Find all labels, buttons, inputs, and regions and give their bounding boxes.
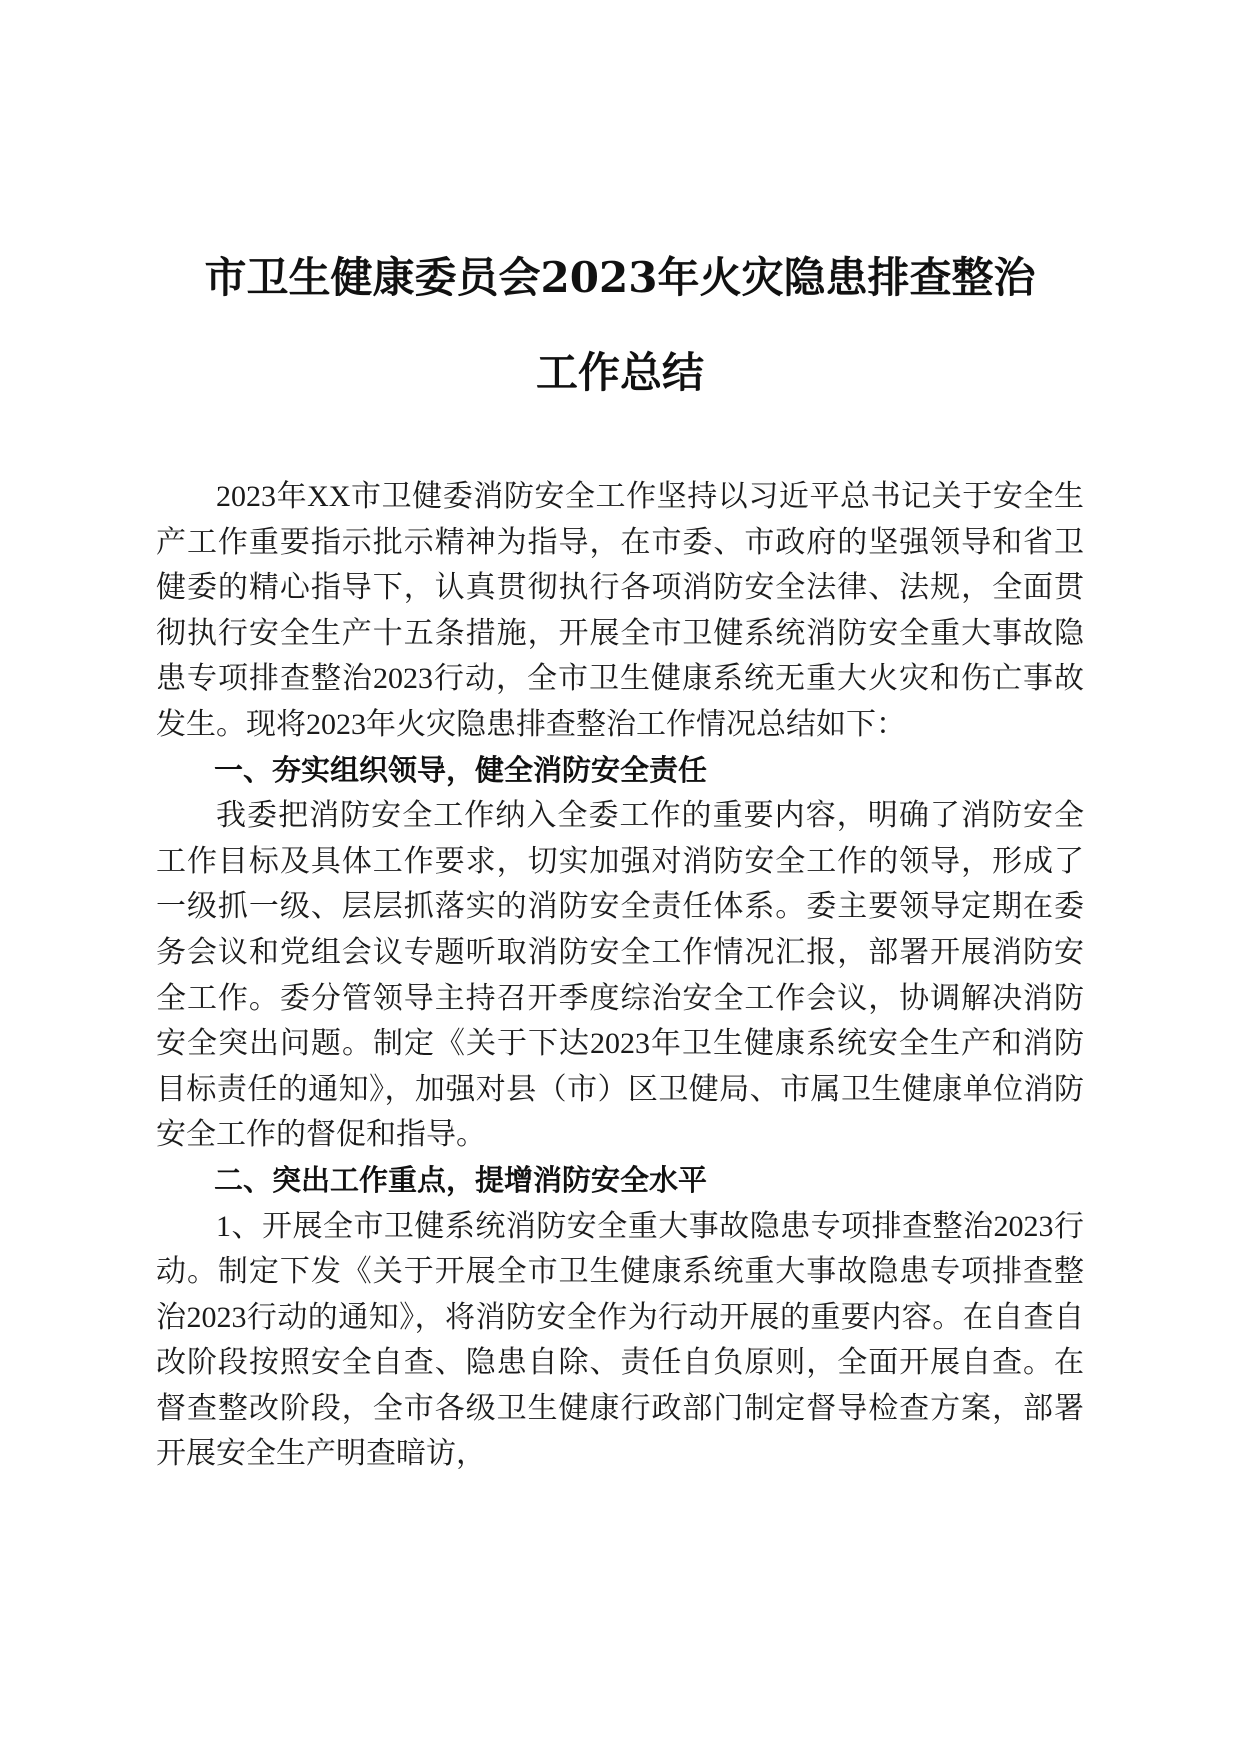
title-line-2: 工作总结	[535, 348, 704, 397]
title-line-1: 市卫生健康委员会2023年火灾隐患排查整治	[204, 253, 1036, 302]
section-2-paragraph: 1、开展全市卫健系统消防安全重大事故隐患专项排查整治2023行动。制定下发《关于开展全市卫生健康系统重大事故隐患专项排查整治2023行动的通知》，将消防安全作为行动开展的重要内容。在自查自改阶段按照安全自查、隐患自除、责任自负原则，全面开展自查。在督查整改阶段，全市各级卫生健康行政部门制定督导检查方案，部署开展安全生产明查暗访，	[156, 1209, 1084, 1471]
section-heading-2: 二、突出工作重点，提增消防安全水平	[214, 1162, 708, 1197]
section-heading-1: 一、夯实组织领导，健全消防安全责任	[214, 752, 708, 787]
section-1-paragraph: 我委把消防安全工作纳入全委工作的重要内容，明确了消防安全工作目标及具体工作要求，切实加强对消防安全工作的领导，形成了一级抓一级、层层抓落实的消防安全责任体系。委主要领导定期在委务会议和党组会议专题听取消防安全工作情况汇报，部署开展消防安全工作。委分管领导主持召开季度综治安全工作会议，协调解决消防安全突出问题。制定《关于下达2023年卫生健康系统安全生产和消防目标责任的通知》，加强对县（市）区卫健局、市属卫生健康单位消防安全工作的督促和指导。	[156, 799, 1084, 1152]
document-title	[150, 230, 1090, 420]
intro-paragraph: 2023年XX市卫健委消防安全工作坚持以习近平总书记关于安全生产工作重要指示批示精神为指导，在市委、市政府的坚强领导和省卫健委的精心指导下，认真贯彻执行各项消防安全法律、法规，全面贯彻执行安全生产十五条措施，开展全市卫健系统消防安全重大事故隐患专项排查整治2023行动，全市卫生健康系统无重大火灾和伤亡事故发生。现将2023年火灾隐患排查整治工作情况总结如下：	[156, 480, 1084, 741]
document-body	[156, 474, 1084, 1477]
